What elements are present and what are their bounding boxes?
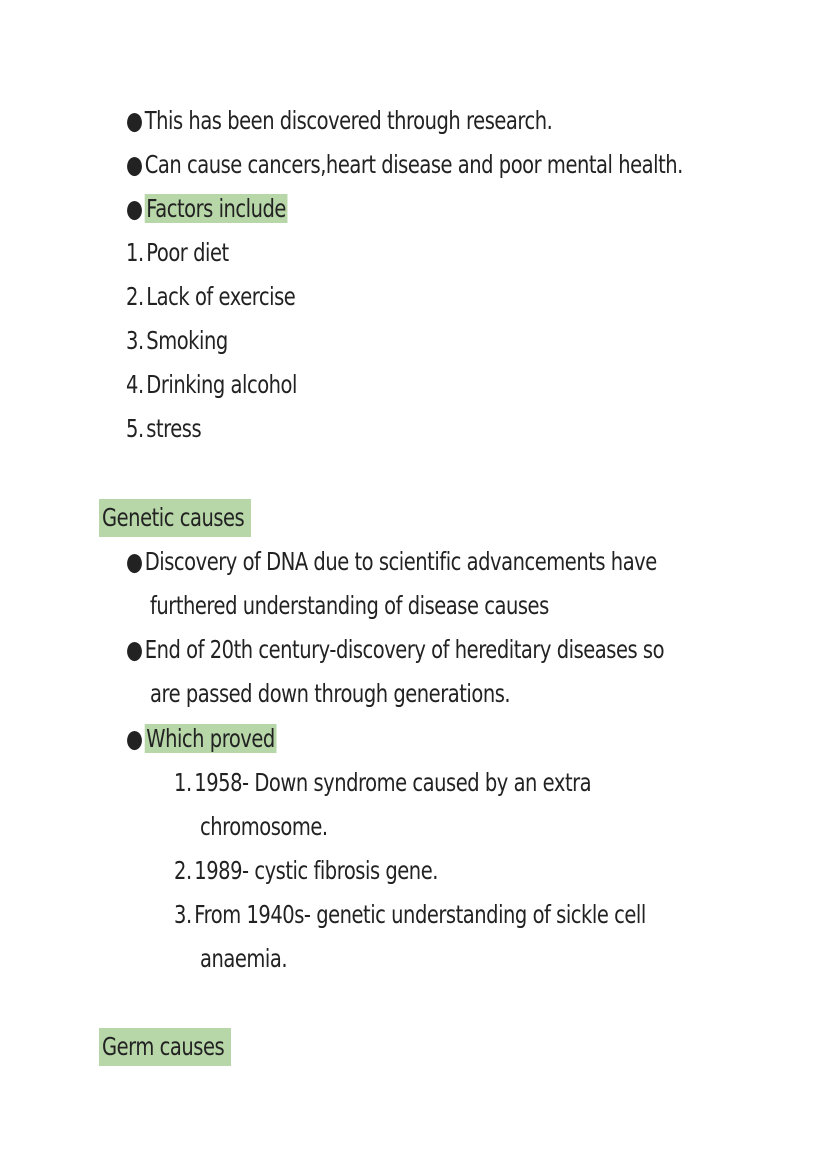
bullet-text: Can cause cancers,heart disease and poor mental health. [144, 150, 683, 179]
list-text: anaemia. [200, 944, 288, 973]
section-heading-text: Genetic causes [102, 503, 245, 532]
list-text: From 1940s- genetic understanding of sickle cell [194, 900, 646, 929]
highlighted-bullet-text: Factors include [146, 194, 286, 223]
bullet-text: furthered understanding of disease causes [150, 591, 549, 620]
bullet-item [126, 148, 683, 182]
bullet-item [126, 192, 288, 226]
list-text: Drinking alcohol [146, 370, 297, 399]
list-item [126, 236, 229, 270]
list-text: Lack of exercise [146, 282, 296, 311]
bullet-marker: ● [126, 724, 143, 753]
bullet-text: are passed down through generations. [150, 679, 511, 708]
list-item [126, 412, 201, 446]
bullet-continuation [150, 589, 549, 623]
list-text: stress [146, 414, 202, 443]
list-text: chromosome. [200, 812, 328, 841]
list-number: 2. [174, 856, 192, 885]
bullet-text: End of 20th century-discovery of hereditary diseases so [144, 635, 665, 664]
bullet-text: Discovery of DNA due to scientific advancements have [144, 547, 657, 576]
bullet-item [126, 104, 552, 138]
list-number: 4. [126, 370, 144, 399]
list-text: Poor diet [146, 238, 229, 267]
list-text: 1958- Down syndrome caused by an extra [194, 768, 592, 797]
list-text: Smoking [146, 326, 228, 355]
list-item [174, 854, 438, 888]
list-number: 1. [174, 768, 192, 797]
section-heading-genetic [99, 499, 251, 537]
list-continuation [200, 810, 328, 844]
highlighted-bullet-text: Which proved [146, 724, 275, 753]
list-item [174, 766, 591, 800]
bullet-marker: ● [126, 194, 143, 223]
bullet-item [126, 633, 664, 667]
list-continuation [200, 942, 287, 976]
bullet-marker: ● [126, 547, 143, 576]
bullet-item [126, 545, 657, 579]
bullet-marker: ● [126, 635, 143, 664]
list-number: 5. [126, 414, 144, 443]
list-item [126, 280, 295, 314]
list-number: 1. [126, 238, 144, 267]
list-item [126, 368, 297, 402]
bullet-text: This has been discovered through research. [144, 106, 553, 135]
section-heading-germ [99, 1028, 231, 1066]
list-text: 1989- cystic fibrosis gene. [194, 856, 438, 885]
list-item [174, 898, 646, 932]
bullet-marker: ● [126, 150, 143, 179]
list-number: 3. [174, 900, 192, 929]
section-heading-text: Germ causes [102, 1032, 225, 1061]
list-number: 2. [126, 282, 144, 311]
list-number: 3. [126, 326, 144, 355]
bullet-item [126, 722, 276, 756]
bullet-continuation [150, 677, 510, 711]
list-item [126, 324, 228, 358]
bullet-marker: ● [126, 106, 143, 135]
